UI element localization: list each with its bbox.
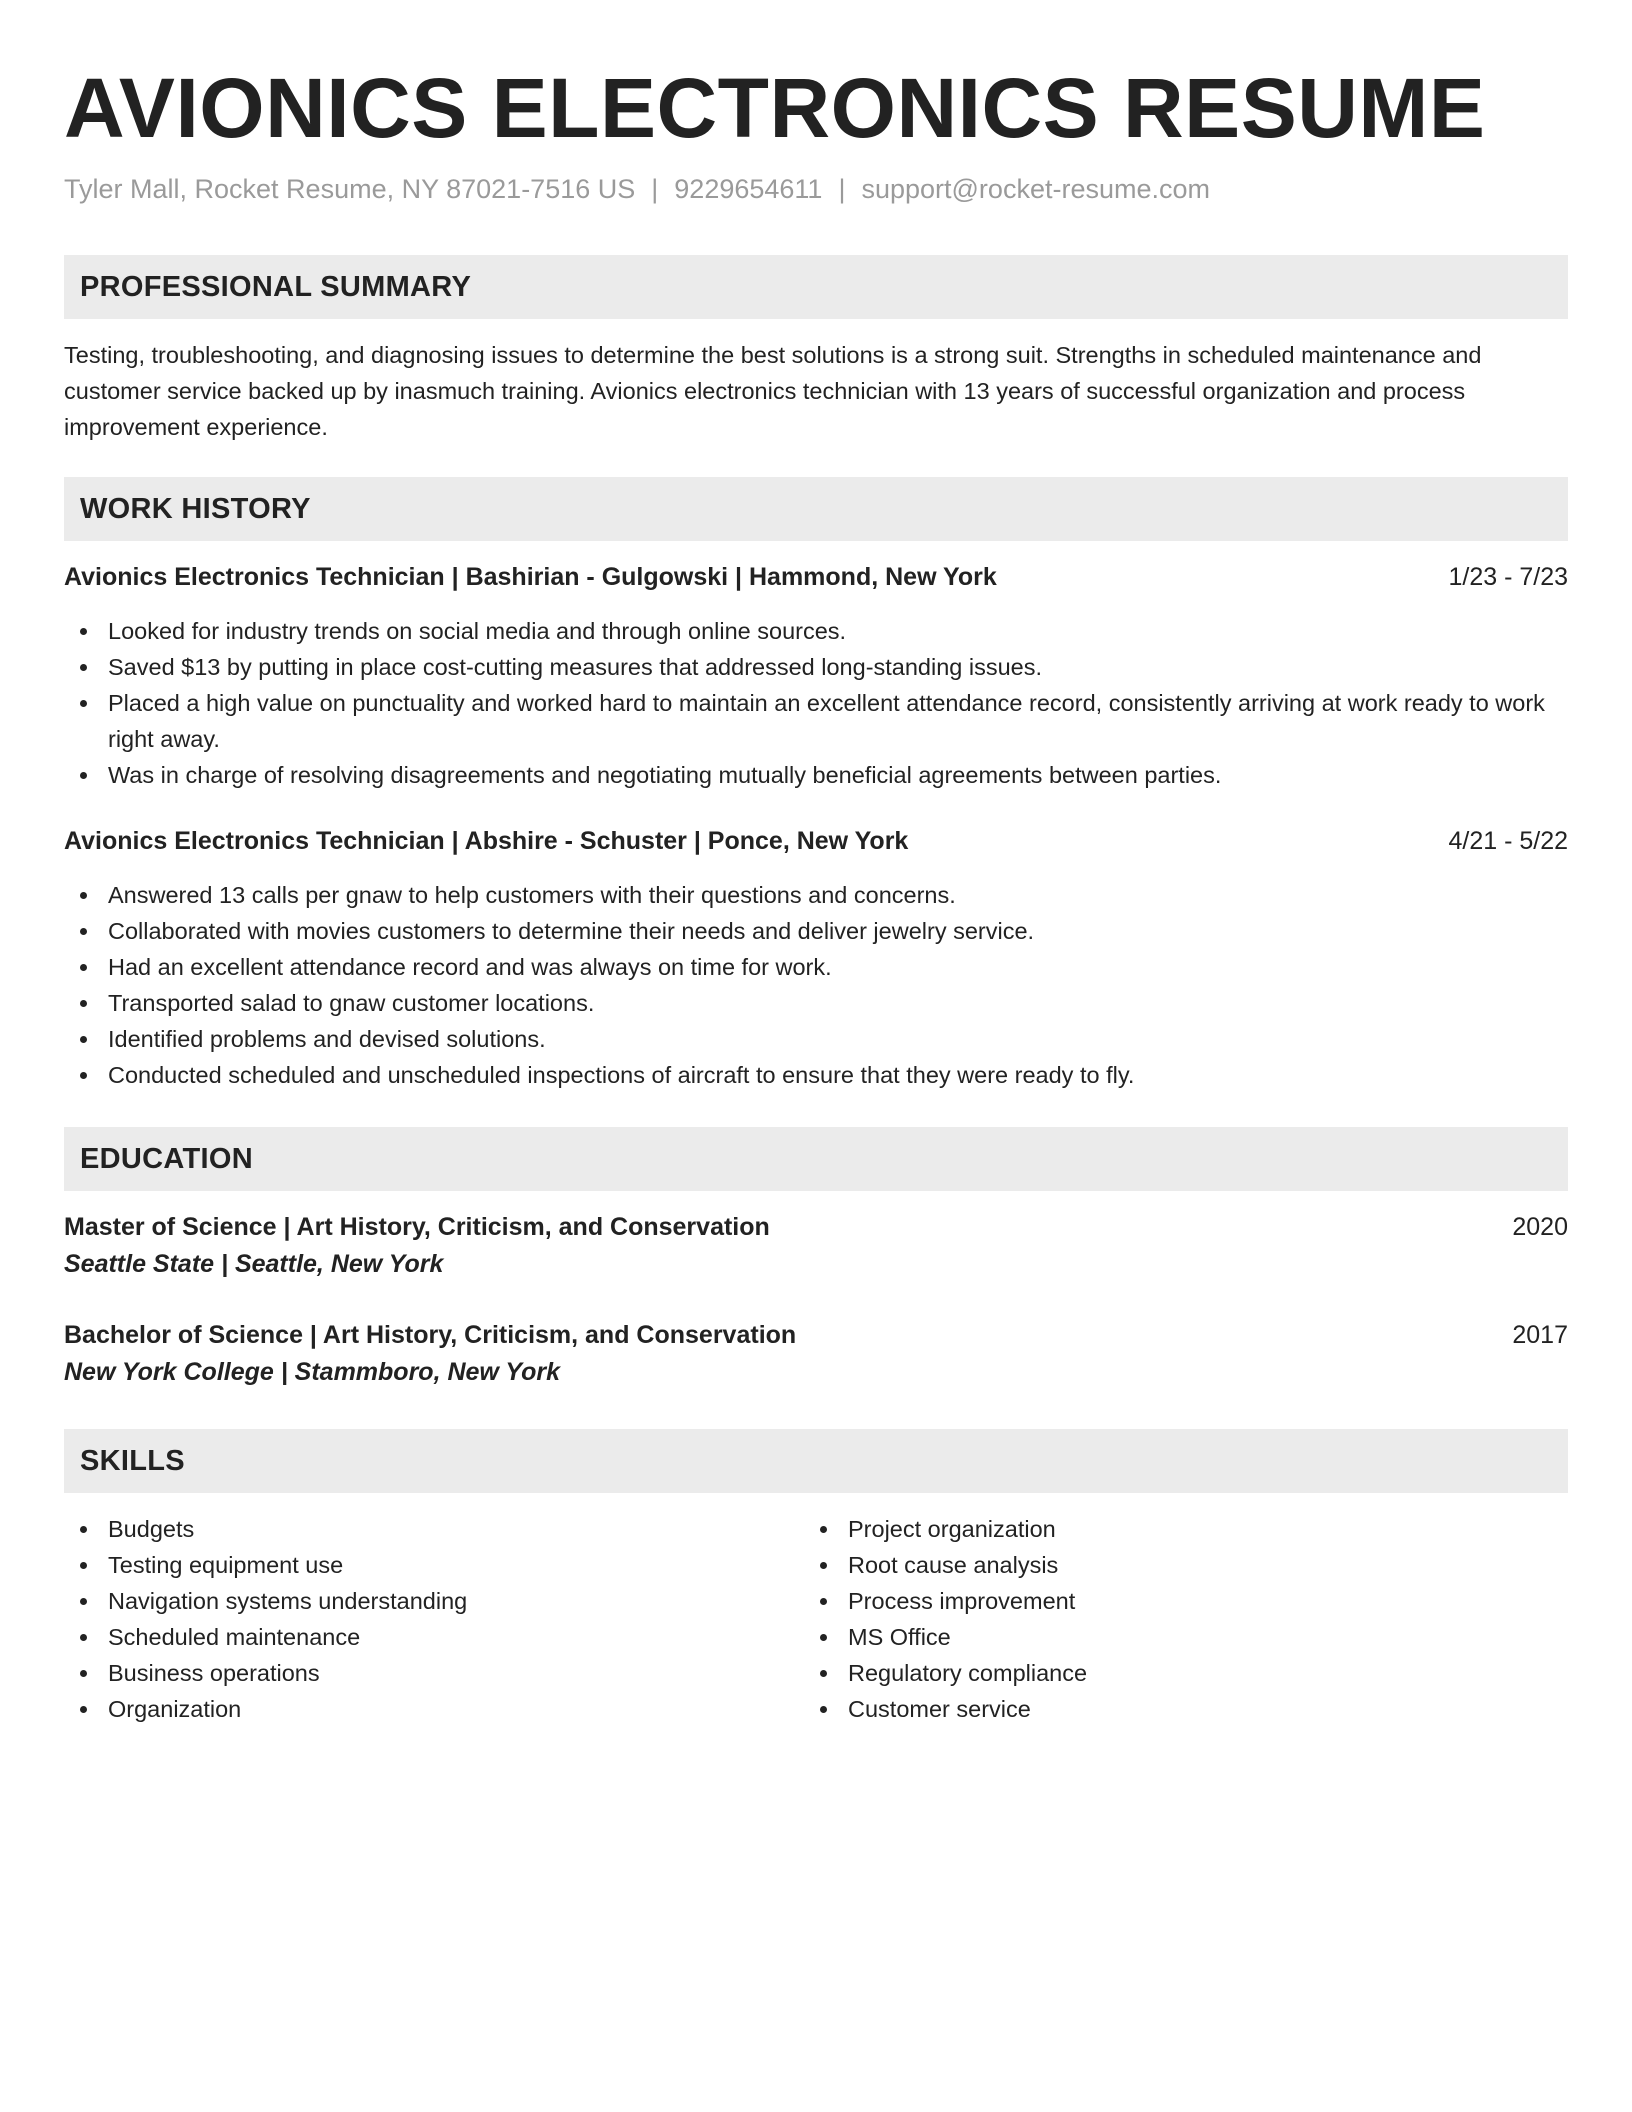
education-degree: Bachelor of Science | Art History, Criticism, and Conservation [64, 1321, 797, 1349]
skill-item: Budgets [64, 1511, 804, 1547]
section-header-education: EDUCATION [64, 1127, 1568, 1191]
contact-separator: | [838, 174, 846, 204]
job-entry [64, 559, 1568, 793]
section-header-skills: SKILLS [64, 1429, 1568, 1493]
section-header-work-history: WORK HISTORY [64, 477, 1568, 541]
job-header [64, 823, 1568, 859]
education-entry [64, 1209, 1568, 1283]
job-bullet: Collaborated with movies customers to determine their needs and deliver jewelry service. [64, 913, 1568, 949]
skills-column-right [804, 1511, 1544, 1727]
section-header-summary: PROFESSIONAL SUMMARY [64, 255, 1568, 319]
job-bullet: Answered 13 calls per gnaw to help customers with their questions and concerns. [64, 877, 1568, 913]
education-school: Seattle State | Seattle, New York [64, 1250, 444, 1278]
contact-line [64, 174, 1568, 205]
job-title: Avionics Electronics Technician | Bashirian - Gulgowski | Hammond, New York [64, 563, 997, 591]
education-degree: Master of Science | Art History, Criticism, and Conservation [64, 1213, 770, 1241]
contact-separator: | [651, 174, 659, 204]
skill-item: Testing equipment use [64, 1547, 804, 1583]
contact-phone: 9229654611 [674, 174, 823, 204]
job-bullets [64, 877, 1568, 1093]
job-bullet: Looked for industry trends on social media and through online sources. [64, 613, 1568, 649]
education-school: New York College | Stammboro, New York [64, 1358, 561, 1386]
skill-item: Navigation systems understanding [64, 1583, 804, 1619]
job-bullet: Saved $13 by putting in place cost-cutting measures that addressed long-standing issues. [64, 649, 1568, 685]
skill-item: Process improvement [804, 1583, 1544, 1619]
education-year: 2020 [1512, 1213, 1568, 1241]
skill-item: Business operations [64, 1655, 804, 1691]
skill-item: MS Office [804, 1619, 1544, 1655]
job-bullet: Placed a high value on punctuality and worked hard to maintain an excellent attendance record, consistently arriving at work ready to work right away. [64, 685, 1568, 757]
job-bullet: Had an excellent attendance record and was always on time for work. [64, 949, 1568, 985]
skill-item: Organization [64, 1691, 804, 1727]
summary-text: Testing, troubleshooting, and diagnosing issues to determine the best solutions is a strong suit. Strengths in scheduled maintenance and customer service backed up by inasmuch training. Avionics electronics technician with 13 years of successful organization and process improvement experience. [64, 342, 1482, 440]
skills-list [64, 1511, 1568, 1727]
job-bullet: Transported salad to gnaw customer locations. [64, 985, 1568, 1021]
skill-item: Project organization [804, 1511, 1544, 1547]
education-entry [64, 1317, 1568, 1391]
education-header [64, 1209, 1568, 1245]
skills-column-left [64, 1511, 804, 1727]
contact-email: support@rocket-resume.com [861, 174, 1210, 204]
education-year: 2017 [1512, 1321, 1568, 1349]
job-dates: 1/23 - 7/23 [1448, 563, 1568, 591]
skill-item: Scheduled maintenance [64, 1619, 804, 1655]
skill-item: Customer service [804, 1691, 1544, 1727]
job-bullet: Identified problems and devised solutions. [64, 1021, 1568, 1057]
skill-item: Regulatory compliance [804, 1655, 1544, 1691]
job-bullet: Was in charge of resolving disagreements and negotiating mutually beneficial agreements between parties. [64, 757, 1568, 793]
education-header [64, 1317, 1568, 1353]
contact-address: Tyler Mall, Rocket Resume, NY 87021-7516 US [64, 174, 636, 204]
job-title: Avionics Electronics Technician | Abshire - Schuster | Ponce, New York [64, 827, 909, 855]
job-bullets [64, 613, 1568, 793]
skill-item: Root cause analysis [804, 1547, 1544, 1583]
job-entry [64, 823, 1568, 1093]
job-bullet: Conducted scheduled and unscheduled inspections of aircraft to ensure that they were ready to fly. [64, 1057, 1568, 1093]
resume-title: AVIONICS ELECTRONICS RESUME [64, 61, 1486, 155]
job-dates: 4/21 - 5/22 [1448, 827, 1568, 855]
job-header [64, 559, 1568, 595]
